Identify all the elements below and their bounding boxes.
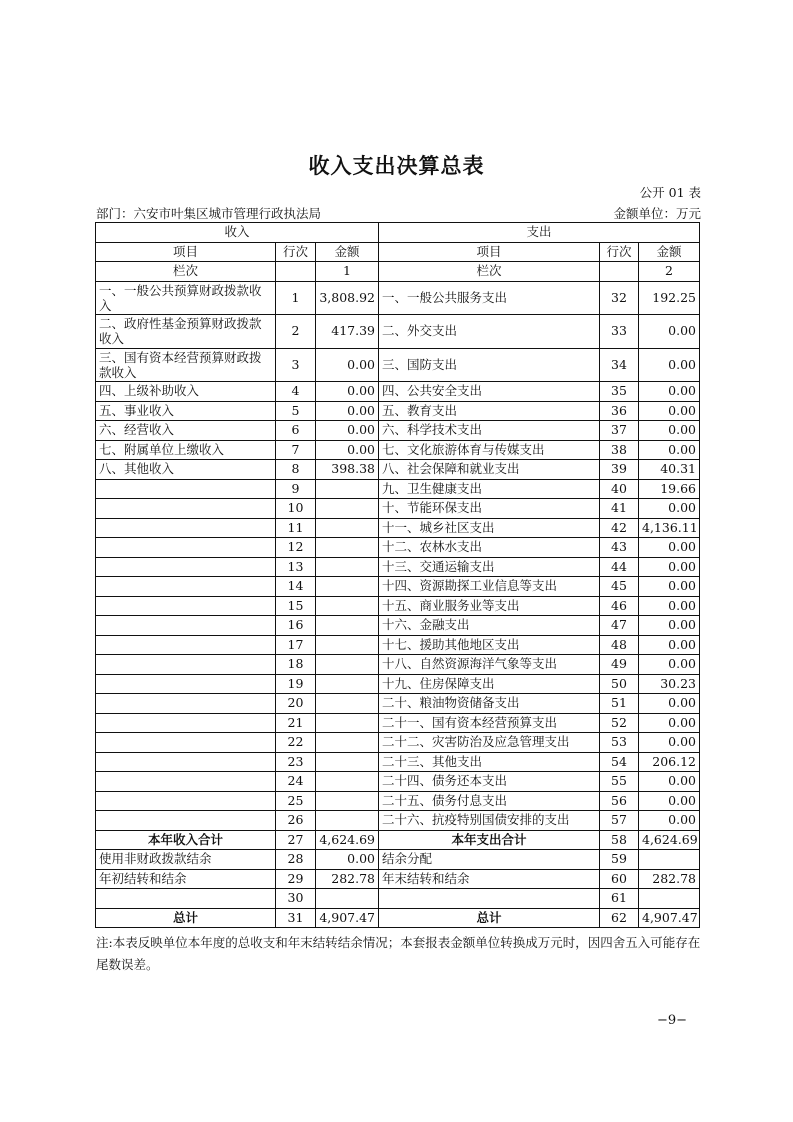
expense-total-line: 59	[600, 850, 639, 870]
expense-total-item: 年末结转和结余	[379, 869, 600, 889]
income-amount	[316, 733, 379, 753]
income-line: 5	[276, 401, 316, 421]
income-amount	[316, 674, 379, 694]
expense-total-amount: 4,907.47	[639, 908, 700, 928]
income-line: 21	[276, 713, 316, 733]
income-amount: 417.39	[316, 315, 379, 349]
income-line: 3	[276, 348, 316, 382]
income-item	[96, 616, 276, 636]
income-line: 9	[276, 479, 316, 499]
income-amount	[316, 557, 379, 577]
income-amount: 0.00	[316, 440, 379, 460]
income-line: 4	[276, 382, 316, 402]
expense-amount: 0.00	[639, 616, 700, 636]
empty-cell	[600, 262, 639, 282]
expense-line: 38	[600, 440, 639, 460]
income-amount	[316, 772, 379, 792]
income-line: 26	[276, 811, 316, 831]
income-line: 16	[276, 616, 316, 636]
income-amount	[316, 713, 379, 733]
table-row	[96, 752, 700, 772]
income-amount	[316, 596, 379, 616]
income-total-line: 29	[276, 869, 316, 889]
page-title: 收入支出决算总表	[308, 153, 485, 178]
expense-total-item	[379, 889, 600, 909]
total-row	[96, 889, 700, 909]
income-line: 15	[276, 596, 316, 616]
table-row	[96, 281, 700, 315]
table-row	[96, 694, 700, 714]
expense-item: 二十三、其他支出	[379, 752, 600, 772]
expense-item: 十五、商业服务业等支出	[379, 596, 600, 616]
expense-line: 49	[600, 655, 639, 675]
expense-item: 九、卫生健康支出	[379, 479, 600, 499]
expense-line: 47	[600, 616, 639, 636]
table-row	[96, 577, 700, 597]
expense-amount: 0.00	[639, 772, 700, 792]
income-column-label: 栏次	[96, 262, 276, 282]
expense-amount: 0.00	[639, 557, 700, 577]
footnote: 注:本表反映单位本年度的总收支和年末结转结余情况；本套报表金额单位转换成万元时，因四舍五入可能存在尾数误差。	[96, 935, 701, 972]
department-label: 部门：六安市叶集区城市管理行政执法局	[96, 206, 322, 221]
expense-total-amount: 4,624.69	[639, 830, 700, 850]
income-amount	[316, 791, 379, 811]
income-line: 2	[276, 315, 316, 349]
table-row	[96, 460, 700, 480]
income-amount	[316, 538, 379, 558]
income-item	[96, 811, 276, 831]
income-item	[96, 713, 276, 733]
expense-amount-header: 金额	[639, 242, 700, 262]
income-item: 七、附属单位上缴收入	[96, 440, 276, 460]
table-row	[96, 635, 700, 655]
expense-line: 37	[600, 421, 639, 441]
expense-line: 40	[600, 479, 639, 499]
income-line: 23	[276, 752, 316, 772]
income-line: 20	[276, 694, 316, 714]
expense-item: 十七、援助其他地区支出	[379, 635, 600, 655]
income-item	[96, 518, 276, 538]
expense-item: 二十、粮油物资储备支出	[379, 694, 600, 714]
income-line: 12	[276, 538, 316, 558]
income-item	[96, 538, 276, 558]
table-row	[96, 772, 700, 792]
page-number: −9−	[657, 1013, 688, 1028]
expense-line: 44	[600, 557, 639, 577]
table-row	[96, 557, 700, 577]
expense-amount: 0.00	[639, 382, 700, 402]
income-expense-table	[95, 222, 700, 928]
income-total-item: 年初结转和结余	[96, 869, 276, 889]
expense-line: 35	[600, 382, 639, 402]
empty-cell	[276, 262, 316, 282]
expense-amount: 192.25	[639, 281, 700, 315]
table-row	[96, 655, 700, 675]
expense-line: 36	[600, 401, 639, 421]
expense-amount: 0.00	[639, 440, 700, 460]
income-total-amount	[316, 889, 379, 909]
income-total-item: 本年收入合计	[96, 830, 276, 850]
expense-column-label: 栏次	[379, 262, 600, 282]
form-code: 公开 01 表	[639, 185, 701, 200]
income-amount	[316, 577, 379, 597]
table-row	[96, 479, 700, 499]
income-item	[96, 557, 276, 577]
total-row	[96, 830, 700, 850]
expense-amount: 0.00	[639, 811, 700, 831]
expense-amount: 0.00	[639, 401, 700, 421]
column-index-row	[96, 262, 700, 282]
total-row	[96, 850, 700, 870]
income-item	[96, 752, 276, 772]
income-line: 13	[276, 557, 316, 577]
income-amount: 0.00	[316, 421, 379, 441]
expense-line: 45	[600, 577, 639, 597]
income-amount	[316, 479, 379, 499]
expense-item: 四、公共安全支出	[379, 382, 600, 402]
income-item	[96, 577, 276, 597]
income-line-header: 行次	[276, 242, 316, 262]
expense-amount: 0.00	[639, 499, 700, 519]
expense-line: 46	[600, 596, 639, 616]
income-total-item: 使用非财政拨款结余	[96, 850, 276, 870]
income-amount: 0.00	[316, 382, 379, 402]
expense-line: 48	[600, 635, 639, 655]
expense-amount: 40.31	[639, 460, 700, 480]
expense-amount: 0.00	[639, 655, 700, 675]
income-item	[96, 694, 276, 714]
income-total-amount: 282.78	[316, 869, 379, 889]
income-item-header: 项目	[96, 242, 276, 262]
expense-item: 二十六、抗疫特别国债安排的支出	[379, 811, 600, 831]
income-item: 一、一般公共预算财政拨款收入	[96, 281, 276, 315]
income-total-item	[96, 889, 276, 909]
amount-unit-label: 金额单位：万元	[613, 206, 701, 221]
expense-item: 二十一、国有资本经营预算支出	[379, 713, 600, 733]
expense-item: 十、节能环保支出	[379, 499, 600, 519]
income-amount	[316, 616, 379, 636]
income-line: 1	[276, 281, 316, 315]
expense-total-item: 本年支出合计	[379, 830, 600, 850]
table-row	[96, 440, 700, 460]
expense-amount: 0.00	[639, 577, 700, 597]
income-total-amount: 4,907.47	[316, 908, 379, 928]
expense-item: 二十二、灾害防治及应急管理支出	[379, 733, 600, 753]
expense-item-header: 项目	[379, 242, 600, 262]
section-header-row	[96, 223, 700, 243]
expense-item: 八、社会保障和就业支出	[379, 460, 600, 480]
income-item: 二、政府性基金预算财政拨款收入	[96, 315, 276, 349]
expense-total-line: 61	[600, 889, 639, 909]
income-amount-header: 金额	[316, 242, 379, 262]
income-item	[96, 733, 276, 753]
expense-amount: 0.00	[639, 635, 700, 655]
expense-amount: 0.00	[639, 596, 700, 616]
expense-total-line: 58	[600, 830, 639, 850]
income-line: 24	[276, 772, 316, 792]
table-row	[96, 616, 700, 636]
income-item: 五、事业收入	[96, 401, 276, 421]
expense-line: 56	[600, 791, 639, 811]
income-line: 8	[276, 460, 316, 480]
expense-item: 二十四、债务还本支出	[379, 772, 600, 792]
table-row	[96, 733, 700, 753]
income-line: 10	[276, 499, 316, 519]
expense-total-line: 62	[600, 908, 639, 928]
income-amount	[316, 635, 379, 655]
expense-item: 十九、住房保障支出	[379, 674, 600, 694]
income-line: 25	[276, 791, 316, 811]
expense-item: 三、国防支出	[379, 348, 600, 382]
total-row	[96, 869, 700, 889]
expense-amount: 0.00	[639, 348, 700, 382]
income-item	[96, 596, 276, 616]
expense-amount: 0.00	[639, 733, 700, 753]
expense-line: 42	[600, 518, 639, 538]
table-row	[96, 518, 700, 538]
expense-item: 十二、农林水支出	[379, 538, 600, 558]
income-line: 6	[276, 421, 316, 441]
expense-amount: 30.23	[639, 674, 700, 694]
expense-amount: 0.00	[639, 421, 700, 441]
income-item	[96, 479, 276, 499]
expense-total-amount	[639, 850, 700, 870]
income-total-amount: 0.00	[316, 850, 379, 870]
expense-item: 十八、自然资源海洋气象等支出	[379, 655, 600, 675]
expense-line: 53	[600, 733, 639, 753]
income-item	[96, 499, 276, 519]
income-item	[96, 772, 276, 792]
table-row	[96, 596, 700, 616]
income-amount: 3,808.92	[316, 281, 379, 315]
expense-line: 50	[600, 674, 639, 694]
expense-header: 支出	[379, 223, 700, 243]
table-row	[96, 421, 700, 441]
income-item	[96, 655, 276, 675]
income-amount	[316, 811, 379, 831]
expense-line: 32	[600, 281, 639, 315]
expense-item: 十六、金融支出	[379, 616, 600, 636]
income-amount	[316, 655, 379, 675]
expense-amount: 19.66	[639, 479, 700, 499]
table-row	[96, 348, 700, 382]
expense-item: 二十五、债务付息支出	[379, 791, 600, 811]
table-row	[96, 538, 700, 558]
income-amount: 398.38	[316, 460, 379, 480]
income-line: 17	[276, 635, 316, 655]
expense-item: 二、外交支出	[379, 315, 600, 349]
expense-total-amount	[639, 889, 700, 909]
table-row	[96, 382, 700, 402]
expense-total-item: 总计	[379, 908, 600, 928]
income-line: 19	[276, 674, 316, 694]
expense-line: 51	[600, 694, 639, 714]
income-amount	[316, 694, 379, 714]
expense-item: 十三、交通运输支出	[379, 557, 600, 577]
expense-item: 一、一般公共服务支出	[379, 281, 600, 315]
expense-amount: 0.00	[639, 791, 700, 811]
income-total-amount: 4,624.69	[316, 830, 379, 850]
expense-total-item: 结余分配	[379, 850, 600, 870]
income-total-line: 28	[276, 850, 316, 870]
income-item: 三、国有资本经营预算财政拨款收入	[96, 348, 276, 382]
expense-line: 54	[600, 752, 639, 772]
expense-item: 六、科学技术支出	[379, 421, 600, 441]
expense-amount: 4,136.11	[639, 518, 700, 538]
expense-line: 52	[600, 713, 639, 733]
income-line: 11	[276, 518, 316, 538]
expense-item: 十四、资源勘探工业信息等支出	[379, 577, 600, 597]
income-column-number: 1	[316, 262, 379, 282]
expense-line: 41	[600, 499, 639, 519]
expense-line-header: 行次	[600, 242, 639, 262]
expense-line: 33	[600, 315, 639, 349]
expense-total-amount: 282.78	[639, 869, 700, 889]
income-item: 八、其他收入	[96, 460, 276, 480]
income-total-line: 30	[276, 889, 316, 909]
expense-line: 39	[600, 460, 639, 480]
income-line: 14	[276, 577, 316, 597]
expense-amount: 0.00	[639, 713, 700, 733]
expense-amount: 206.12	[639, 752, 700, 772]
income-item	[96, 791, 276, 811]
expense-item: 十一、城乡社区支出	[379, 518, 600, 538]
table-row	[96, 315, 700, 349]
column-header-row	[96, 242, 700, 262]
table-row	[96, 674, 700, 694]
income-item	[96, 674, 276, 694]
income-amount: 0.00	[316, 348, 379, 382]
expense-item: 五、教育支出	[379, 401, 600, 421]
income-amount	[316, 499, 379, 519]
total-row	[96, 908, 700, 928]
expense-amount: 0.00	[639, 538, 700, 558]
income-line: 22	[276, 733, 316, 753]
income-amount	[316, 518, 379, 538]
expense-amount: 0.00	[639, 694, 700, 714]
income-line: 7	[276, 440, 316, 460]
expense-line: 34	[600, 348, 639, 382]
income-total-line: 31	[276, 908, 316, 928]
expense-line: 55	[600, 772, 639, 792]
expense-amount: 0.00	[639, 315, 700, 349]
expense-item: 七、文化旅游体育与传媒支出	[379, 440, 600, 460]
expense-column-number: 2	[639, 262, 700, 282]
income-item: 四、上级补助收入	[96, 382, 276, 402]
expense-line: 57	[600, 811, 639, 831]
expense-line: 43	[600, 538, 639, 558]
income-total-line: 27	[276, 830, 316, 850]
income-amount: 0.00	[316, 401, 379, 421]
table-row	[96, 811, 700, 831]
table-row	[96, 401, 700, 421]
table-row	[96, 499, 700, 519]
income-header: 收入	[96, 223, 379, 243]
income-total-item: 总计	[96, 908, 276, 928]
table-row	[96, 791, 700, 811]
income-item	[96, 635, 276, 655]
table-row	[96, 713, 700, 733]
expense-total-line: 60	[600, 869, 639, 889]
income-line: 18	[276, 655, 316, 675]
income-amount	[316, 752, 379, 772]
income-item: 六、经营收入	[96, 421, 276, 441]
